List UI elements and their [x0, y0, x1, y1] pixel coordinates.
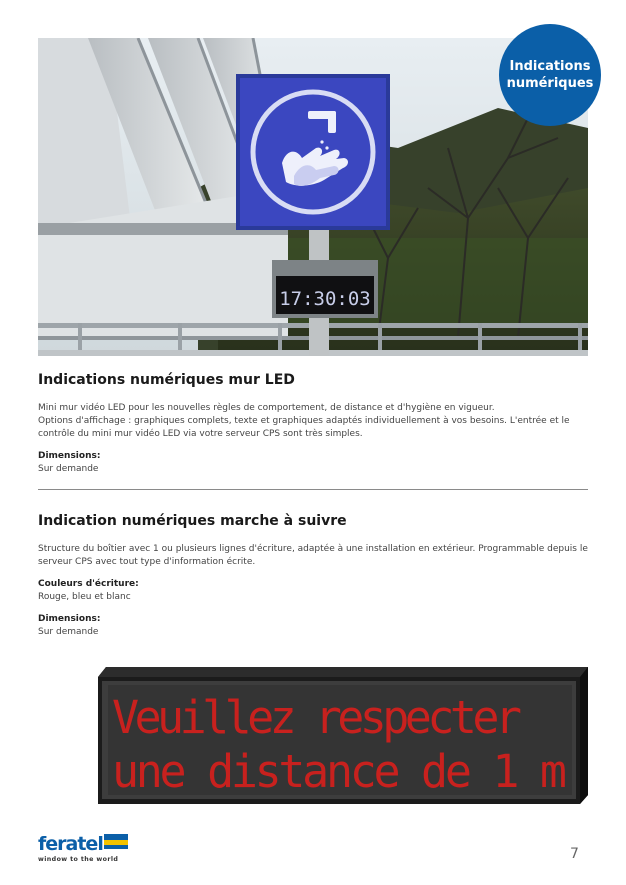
- section2-color-value: Rouge, bleu et blanc: [38, 592, 131, 602]
- section-led-wall: [38, 372, 588, 476]
- page-number: 7: [570, 846, 579, 862]
- section2-title: Indication numériques marche à suivre: [38, 513, 347, 529]
- section2-color-label: Couleurs d'écriture:: [38, 579, 139, 589]
- flag-icon: [104, 834, 128, 849]
- led-sign-line1: Veuillez respecter: [112, 691, 522, 744]
- feratel-logo: [38, 830, 130, 864]
- section1-title: Indications numériques mur LED: [38, 372, 295, 388]
- brand-tagline: window to the world: [38, 856, 119, 863]
- brand-name: feratel: [38, 833, 103, 855]
- badge-line2: numériques: [506, 76, 594, 91]
- section1-line2: Options d'affichage : graphiques complets, texte et graphiques adaptés individuellement à vos besoins. L'entrée et le contrôle du mini mur vidéo LED via votre serveur CPS sont très simples.: [38, 416, 570, 439]
- section1-dim-label: Dimensions:: [38, 451, 101, 461]
- section-walkthrough-sign: [38, 513, 588, 639]
- section2-dim-value: Sur demande: [38, 627, 99, 637]
- section1-line1: Mini mur vidéo LED pour les nouvelles règles de comportement, de distance et d'hygiène en vigueur.: [38, 403, 495, 413]
- led-sign-line2: une distance de 1 m: [112, 745, 567, 798]
- led-sign-illustration: [98, 667, 588, 804]
- led-sign: [98, 667, 588, 804]
- section2-dim-label: Dimensions:: [38, 614, 101, 624]
- section1-dim-value: Sur demande: [38, 464, 99, 474]
- section2-line1: Structure du boîtier avec 1 ou plusieurs lignes d'écriture, adaptée à une installation en extérieur. Programmable depuis le serveur CPS avec tout type d'information écrite.: [38, 544, 588, 567]
- clock-display: 17:30:03: [279, 288, 371, 310]
- badge-line1: Indications: [509, 59, 591, 74]
- category-badge: [499, 24, 601, 126]
- divider: [38, 489, 588, 490]
